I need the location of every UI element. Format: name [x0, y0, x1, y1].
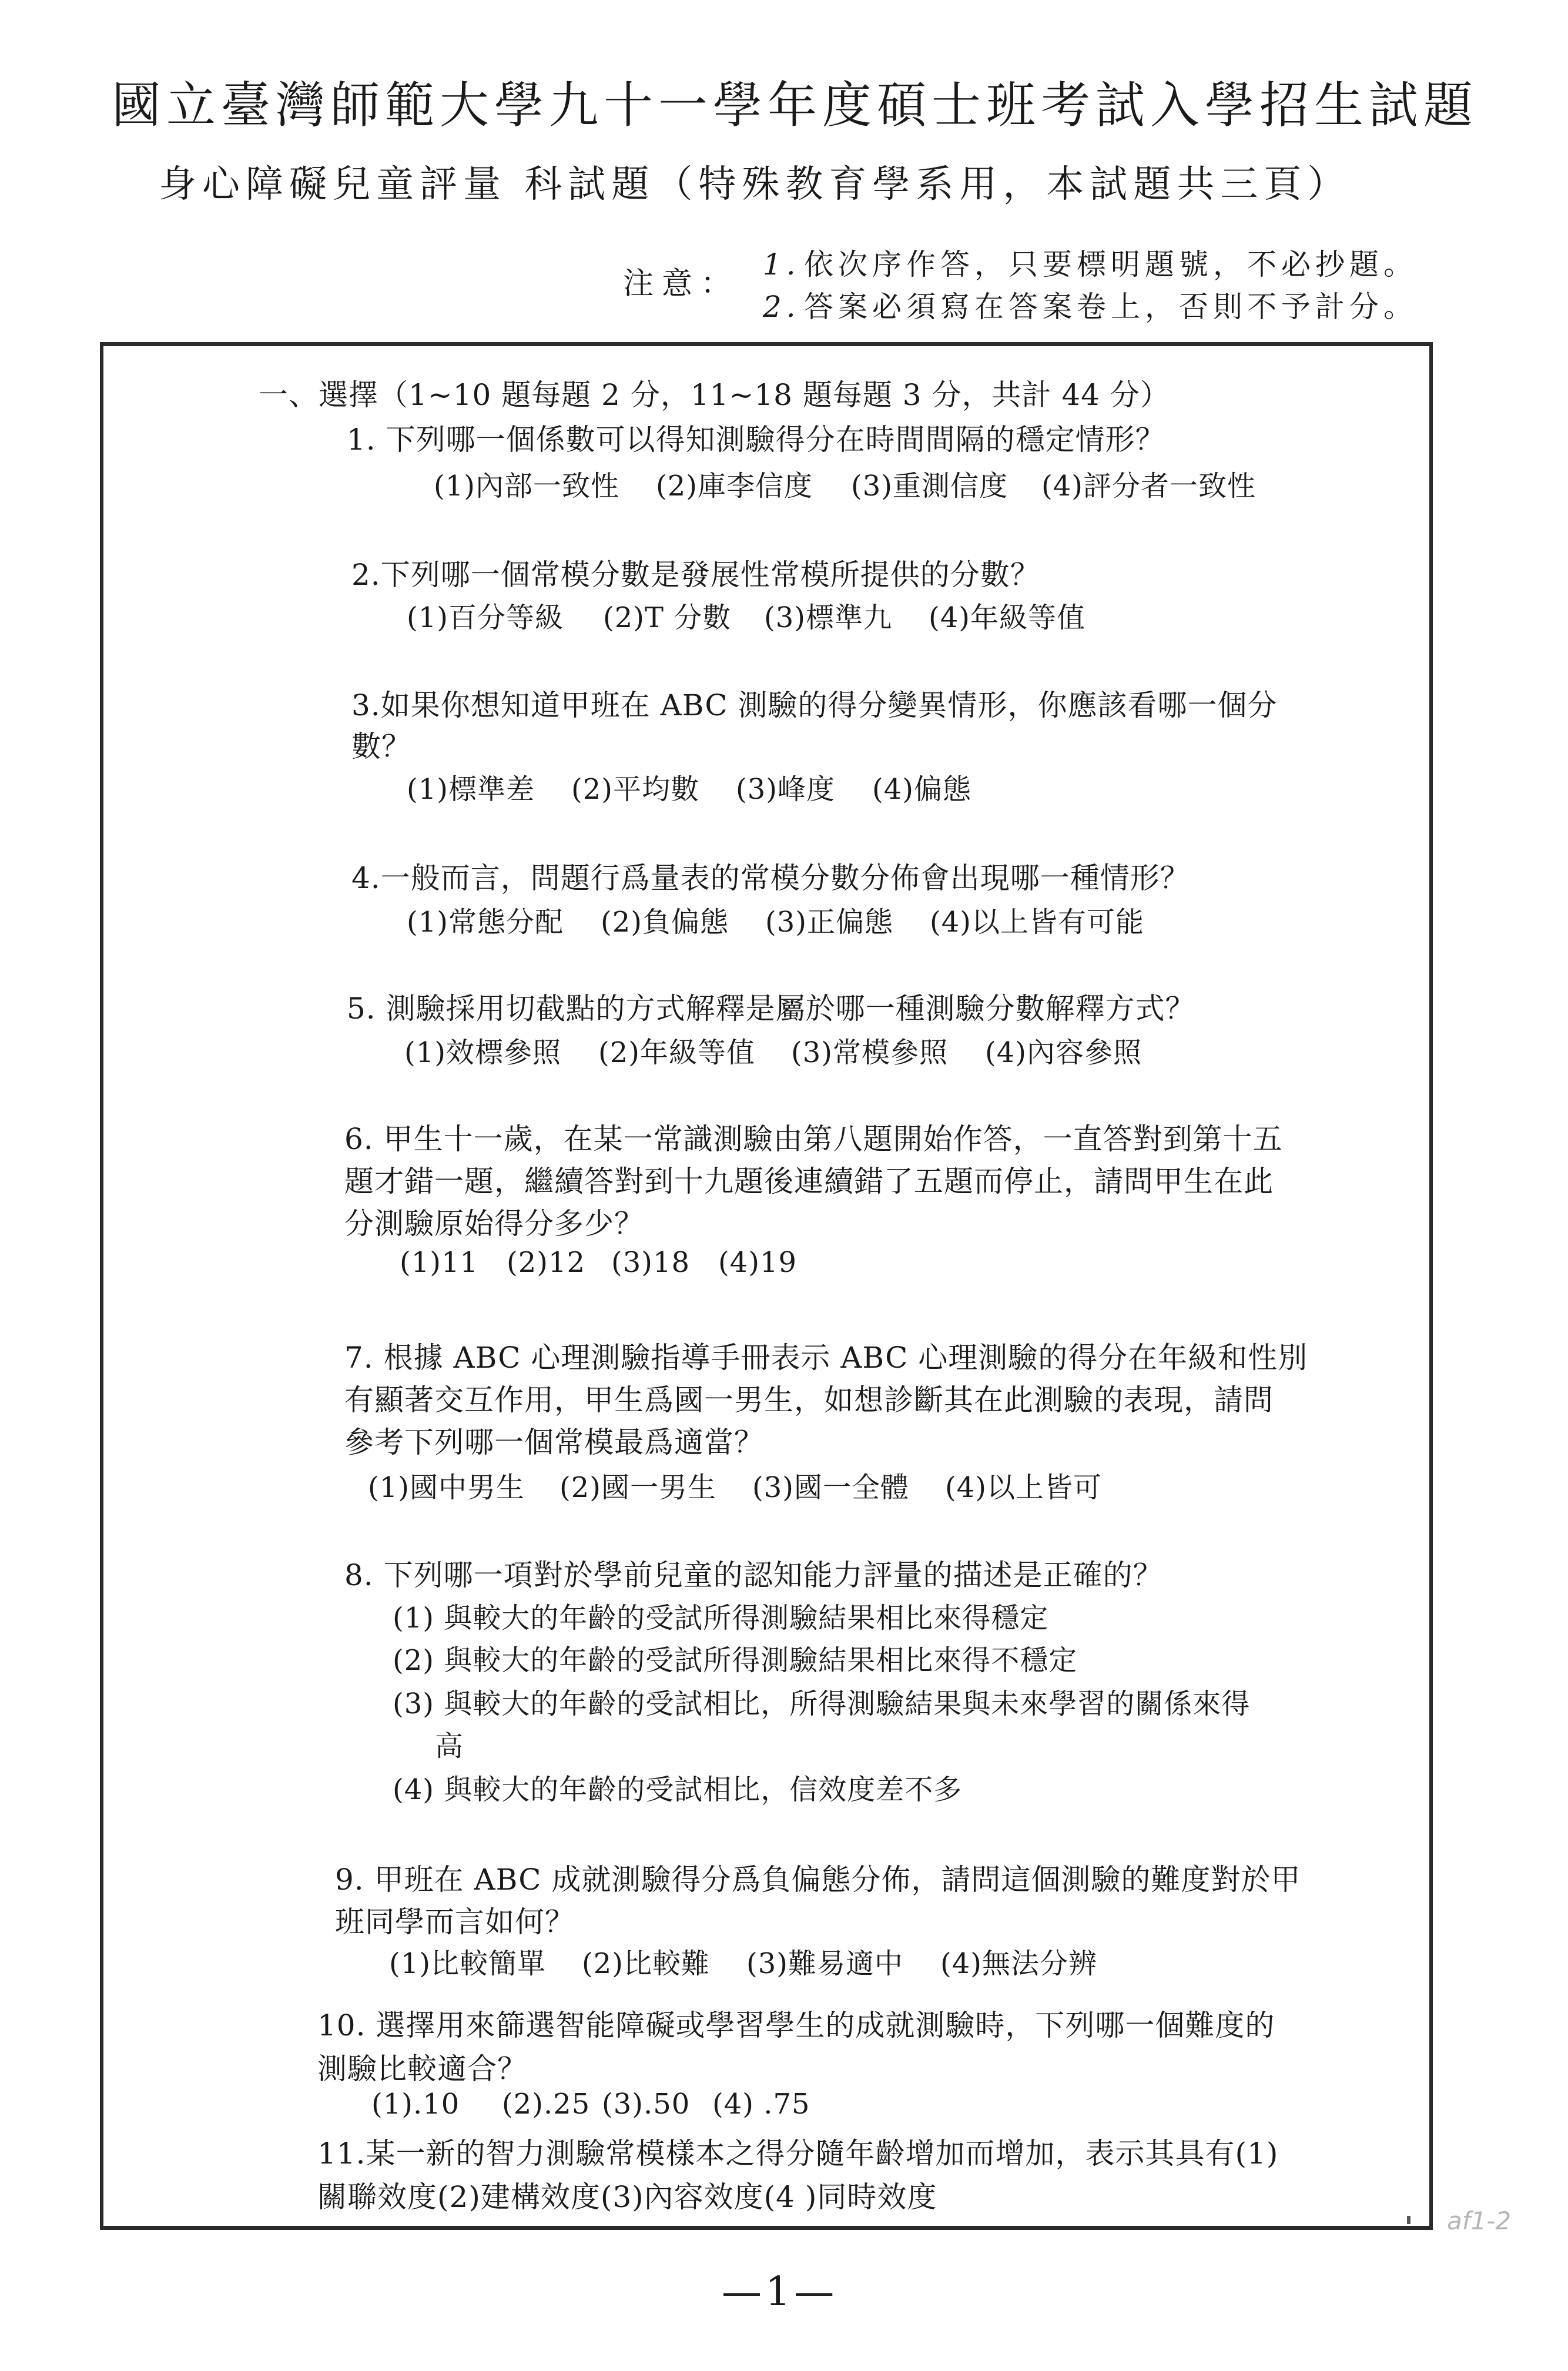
question-8-option: 高 [435, 1730, 464, 1763]
question-3-text: 數？ [351, 729, 411, 763]
question-4-text: 4.一般而言，問題行爲量表的常模分數分佈會出現哪一種情形？ [351, 861, 1190, 895]
notice-text: 依次序作答，只要標明題號，不必抄題。 [804, 247, 1418, 282]
question-6-text: 分測驗原始得分多少？ [344, 1207, 644, 1241]
question-9-text: 9. 甲班在 ABC 成就測驗得分爲負偏態分佈，請問這個測驗的難度對於甲 [335, 1863, 1301, 1897]
question-9-option: (1)比較簡單 [389, 1947, 546, 1980]
question-1-option: (1)內部一致性 [434, 470, 619, 503]
question-5-option: (4)內容參照 [985, 1036, 1142, 1069]
question-3-option: (3)峰度 [736, 773, 835, 806]
scan-mark [1407, 2216, 1410, 2224]
question-1-option: (2)庫李信度 [656, 470, 813, 503]
question-4-option: (1)常態分配 [407, 906, 564, 939]
question-6-option: (2)12 [507, 1246, 586, 1279]
question-6-text: 題才錯一題，繼續答對到十九題後連續錯了五題而停止，請問甲生在此 [344, 1164, 1274, 1198]
notice-text: 答案必須寫在答案卷上，否則不予計分。 [804, 290, 1418, 324]
question-7-text: 有顯著交互作用，甲生爲國一男生，如想診斷其在此測驗的表現，請問 [344, 1383, 1274, 1417]
question-2-option: (4)年級等值 [929, 601, 1085, 634]
question-10-option: (4) .75 [712, 2088, 810, 2121]
question-6-option: (4)19 [718, 1246, 798, 1279]
question-3-option: (4)偏態 [872, 773, 971, 806]
question-5-option: (2)年級等值 [598, 1036, 755, 1069]
question-1-text: 1. 下列哪一個係數可以得知測驗得分在時間間隔的穩定情形？ [347, 423, 1165, 457]
question-4-option: (4)以上皆有可能 [930, 906, 1144, 939]
question-7-option: (3)國一全體 [752, 1471, 909, 1504]
question-9-text: 班同學而言如何？ [335, 1905, 575, 1939]
question-10-option: (1).10 [371, 2088, 460, 2121]
question-7-option: (4)以上皆可 [945, 1471, 1102, 1504]
question-5-text: 5. 測驗採用切截點的方式解釋是屬於哪一種測驗分數解釋方式？ [347, 992, 1195, 1026]
section-heading: 一、選擇（1~10 題每題 2 分，11~18 題每題 3 分，共計 44 分） [259, 378, 1170, 412]
question-11-text: 關聯效度(2)建構效度(3)內容效度(4 )同時效度 [317, 2180, 937, 2214]
notice-label: 注意： [623, 266, 740, 302]
question-1-option: (3)重測信度 [851, 470, 1008, 503]
question-8-option: (4) 與較大的年齡的受試相比，信效度差不多 [393, 1773, 963, 1806]
question-7-text: 參考下列哪一個常模最爲適當？ [344, 1425, 764, 1459]
question-10-option: (3).50 [602, 2088, 691, 2121]
question-4-option: (2)負偏態 [601, 906, 729, 939]
question-3-option: (1)標準差 [407, 773, 535, 806]
question-8-text: 8. 下列哪一項對於學前兒童的認知能力評量的描述是正確的？ [344, 1558, 1163, 1592]
notice-number: 2. [763, 290, 800, 324]
question-3-option: (2)平均數 [571, 773, 699, 806]
question-9-option: (2)比較難 [582, 1947, 710, 1980]
notice-item [763, 283, 1418, 326]
question-1-option: (4)評分者一致性 [1041, 470, 1256, 503]
question-6-text: 6. 甲生十一歲，在某一常識測驗由第八題開始作答，一直答對到第十五 [344, 1122, 1283, 1156]
question-9-option: (4)無法分辨 [940, 1947, 1097, 1980]
question-9-option: (3)難易適中 [746, 1947, 903, 1980]
notice-item [763, 241, 1418, 283]
handwritten-note: af1-2 [1447, 2206, 1512, 2235]
question-6-option: (3)18 [611, 1246, 691, 1279]
question-10-text: 測驗比較適合？ [317, 2052, 527, 2086]
question-2-option: (2)T 分數 [603, 601, 732, 634]
question-11-text: 11.某一新的智力測驗常模樣本之得分隨年齡增加而增加，表示其具有(1) [317, 2136, 1279, 2171]
question-6-option: (1)11 [400, 1246, 479, 1279]
question-5-option: (1)效標參照 [404, 1036, 561, 1069]
question-2-option: (3)標準九 [764, 601, 892, 634]
question-4-option: (3)正偏態 [765, 906, 893, 939]
exam-title: 國立臺灣師範大學九十一學年度碩士班考試入學招生試題 [112, 76, 1479, 134]
question-8-option: (2) 與較大的年齡的受試所得測驗結果相比來得不穩定 [393, 1644, 1078, 1677]
exam-subtitle: 身心障礙兒童評量 科試題（特殊教育學系用，本試題共三頁） [159, 163, 1351, 206]
page-number: —1— [722, 2269, 838, 2315]
question-8-option: (1) 與較大的年齡的受試所得測驗結果相比來得穩定 [393, 1602, 1049, 1635]
question-7-option: (1)國中男生 [368, 1471, 525, 1504]
question-8-option: (3) 與較大的年齡的受試相比，所得測驗結果與未來學習的關係來得 [393, 1687, 1251, 1720]
question-7-option: (2)國一男生 [559, 1471, 716, 1504]
question-10-text: 10. 選擇用來篩選智能障礙或學習學生的成就測驗時，下列哪一個難度的 [317, 2008, 1275, 2042]
question-2-option: (1)百分等級 [407, 601, 564, 634]
question-3-text: 3.如果你想知道甲班在 ABC 測驗的得分變異情形，你應該看哪一個分 [351, 688, 1278, 722]
question-5-option: (3)常模參照 [791, 1036, 948, 1069]
question-7-text: 7. 根據 ABC 心理測驗指導手冊表示 ABC 心理測驗的得分在年級和性別 [344, 1341, 1308, 1375]
question-2-text: 2.下列哪一個常模分數是發展性常模所提供的分數？ [351, 558, 1040, 592]
notice-number: 1. [763, 247, 800, 282]
question-10-option: (2).25 [502, 2088, 591, 2121]
